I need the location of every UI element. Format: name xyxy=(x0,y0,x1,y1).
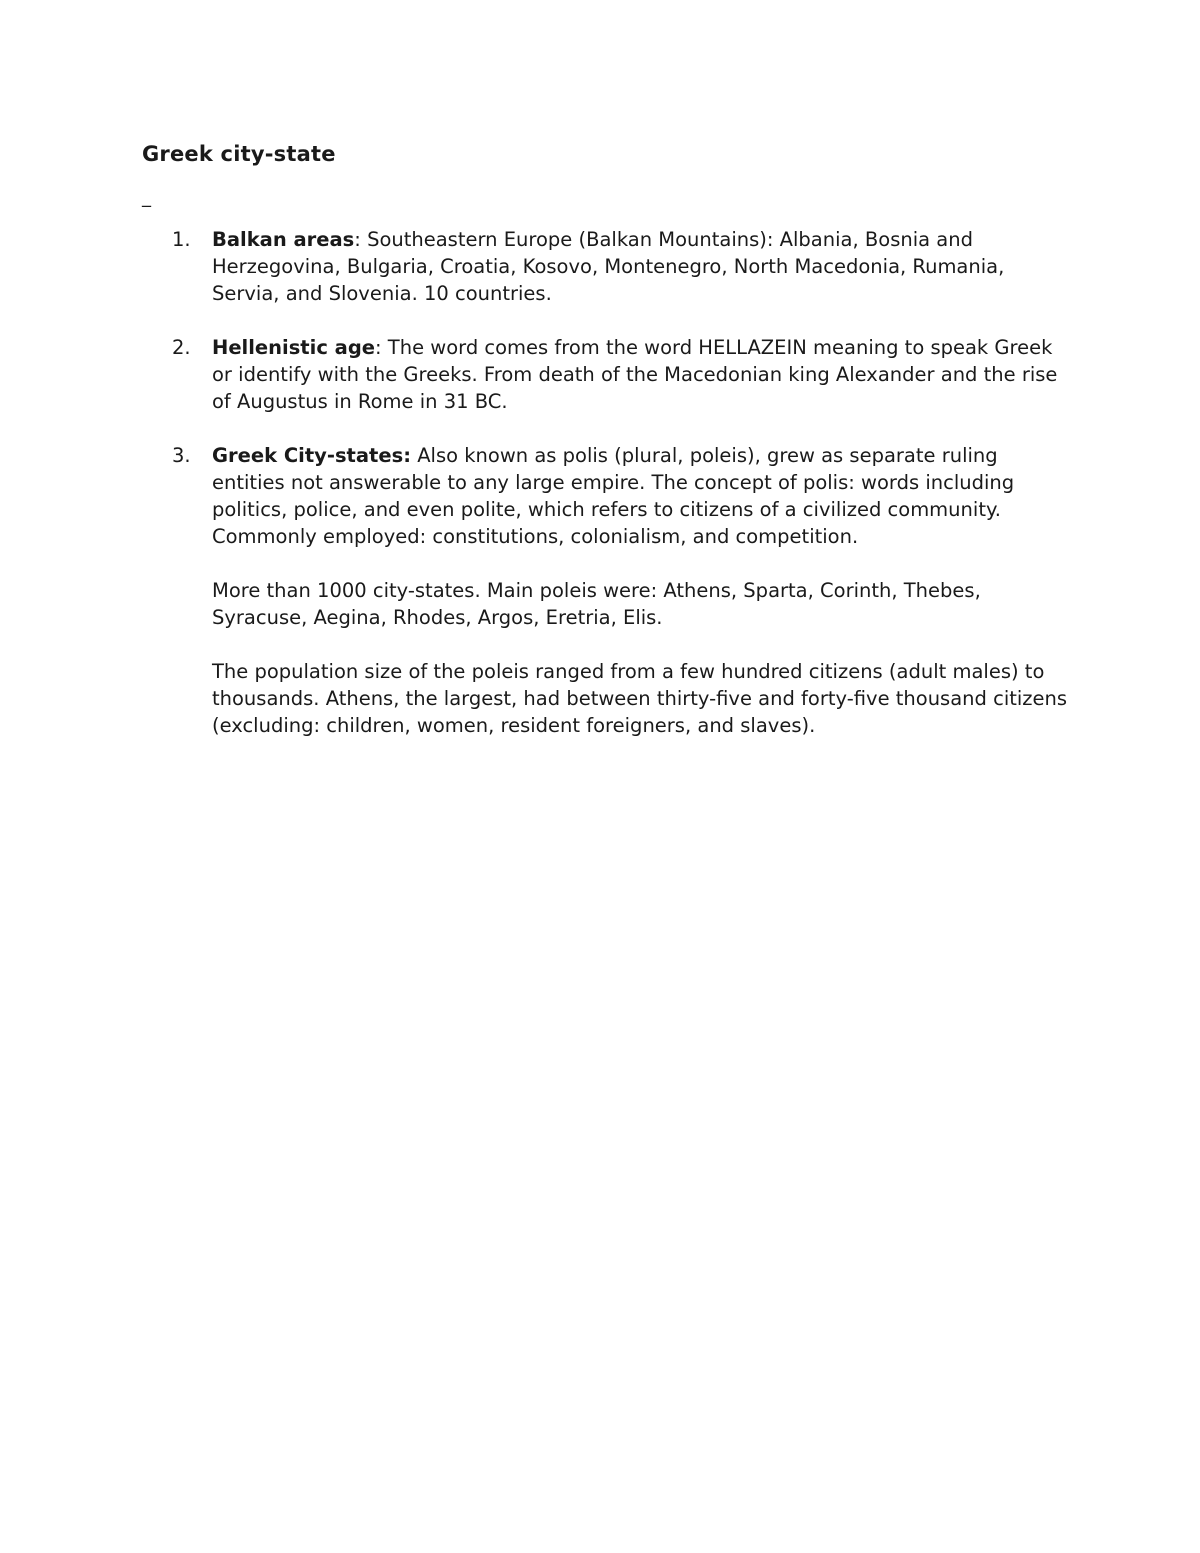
list-item-body xyxy=(212,442,1072,739)
list-item-number: 2. xyxy=(172,336,191,359)
list-item-number: 1. xyxy=(172,228,191,251)
term-separator: : xyxy=(354,228,368,251)
list-item-paragraph-main-poleis: More than 1000 city-states. Main poleis were: Athens, Sparta, Corinth, Thebes, Syracuse, Aegina, Rhodes, Argos, Eretria, Elis. xyxy=(212,579,981,629)
list-item-body xyxy=(212,334,1072,415)
term-separator: : xyxy=(375,336,388,359)
list-item-term: Greek City-states: xyxy=(212,444,411,467)
list-item-hellenistic-age xyxy=(172,334,1072,415)
list-item-paragraph-population: The population size of the poleis ranged from a few hundred citizens (adult males) to thousands. Athens, the largest, had between thirty-five and forty-five thousand citizens (excluding: children, women, resident foreigners, and slaves). xyxy=(212,660,1068,737)
list-item-text: Also known as polis (plural, poleis), grew as separate ruling entities not answerable to any large empire. The concept of polis: words including politics, police, and even polite, which refers to citizens of a civilized community. Commonly employed: constitutions, colonialism, and competition. xyxy=(212,444,1015,548)
list-item-paragraph xyxy=(212,226,1072,307)
list-item-term: Balkan areas xyxy=(212,228,355,251)
list-item-greek-city-states xyxy=(172,442,1072,739)
list-item-number: 3. xyxy=(172,444,191,467)
list-item-balkan-areas xyxy=(172,226,1072,307)
list-item-paragraph xyxy=(212,334,1072,415)
list-item-text: The word comes from the word HELLAZEIN meaning to speak Greek or identify with the Greeks. From death of the Macedonian king Alexander and the rise of Augustus in Rome in 31 BC. xyxy=(212,336,1058,413)
document-title: Greek city-state xyxy=(142,142,336,166)
list-item-paragraph xyxy=(212,442,1072,550)
list-item-text: Southeastern Europe (Balkan Mountains): Albania, Bosnia and Herzegovina, Bulgaria, Croatia, Kosovo, Montenegro, North Macedonia, Rumania, Servia, and Slovenia. 10 countries. xyxy=(212,228,1005,305)
blank-line-marker: _ xyxy=(142,187,151,208)
list-item-term: Hellenistic age xyxy=(212,336,376,359)
list-item-body xyxy=(212,226,1072,307)
